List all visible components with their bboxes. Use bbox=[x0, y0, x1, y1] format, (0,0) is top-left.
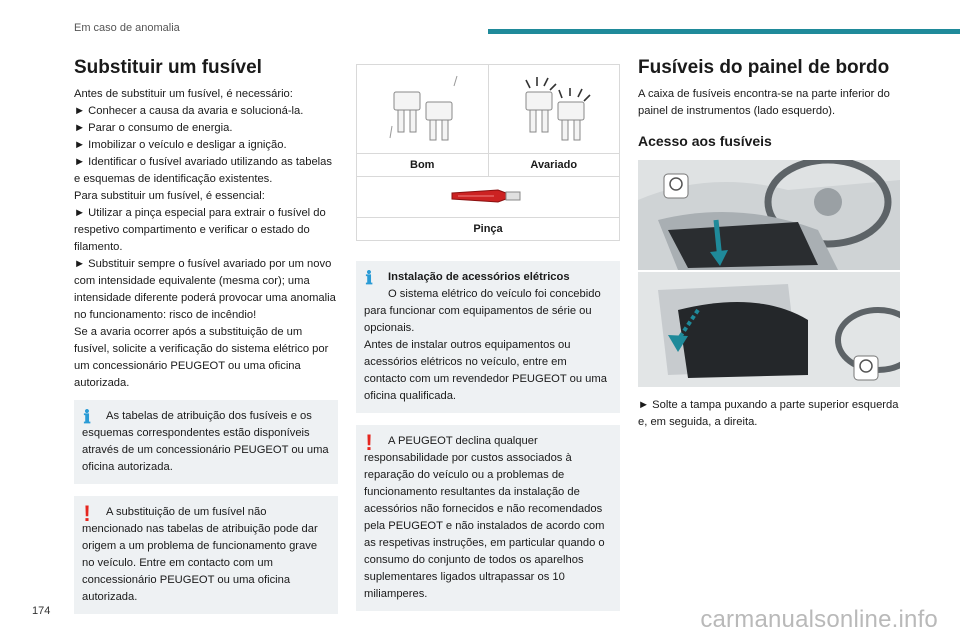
step-item: ► Imobilizar o veículo e desligar a ignição. bbox=[74, 139, 287, 151]
fuse-good-icon bbox=[372, 68, 472, 148]
closing-text: Se a avaria ocorrer após a substituição de um fusível, solicite a verificação do sistema elétrico por um concessionário PEUGEOT ou uma oficina autorizada. bbox=[74, 326, 329, 389]
step-item: ► Substituir sempre o fusível avariado por um novo com intensidade equivalente (mesma cor); uma intensidade diferente poderá provocar uma anomalia no funcionamento: risco de incêndio! bbox=[74, 258, 336, 321]
fuse-access-photo bbox=[638, 160, 900, 387]
accessories-info-text: O sistema elétrico do veículo foi concebido para funcionar com equipamentos de série ou opcionais. bbox=[364, 288, 601, 334]
faulty-label: Avariado bbox=[488, 154, 620, 177]
step-item: ► Utilizar a pinça especial para extrair o fusível do respetivo compartimento e verificar o estado do filamento. bbox=[74, 207, 326, 253]
warning-note bbox=[74, 496, 338, 614]
peugeot-warning-text: A PEUGEOT declina qualquer responsabilidade por custos associados à reparação do veículo ou a problemas de funcionamento resultantes da instalação de acessórios não fornecidos e não recomendados pela PEUGEOT e não instalados de acordo com as respetivas instruções, em particular quando o consumo do conjunto de todos os aparelhos suplementares ligados ultrapassar os 10 miliamperes. bbox=[364, 435, 605, 600]
accessories-info-note bbox=[356, 261, 620, 413]
heading-replace-fuse: Substituir um fusível bbox=[74, 57, 262, 78]
warning-icon: ! bbox=[365, 430, 373, 455]
column-dashboard-fuses bbox=[638, 56, 900, 431]
warning-icon: ! bbox=[83, 501, 91, 526]
step-item: ► Parar o consumo de energia. bbox=[74, 122, 233, 134]
watermark: carmanualsonline.info bbox=[700, 606, 938, 633]
step-release-cover: ► Solte a tampa puxando a parte superior esquerda e, em seguida, a direita. bbox=[638, 399, 899, 428]
dashboard-photo-illustration bbox=[638, 160, 900, 387]
column-fuse-table bbox=[356, 64, 620, 611]
fuse-faulty-icon bbox=[504, 68, 604, 148]
info-icon: ℹ bbox=[83, 407, 91, 427]
intro-text: Antes de substituir um fusível, é necessário: bbox=[74, 88, 293, 100]
step-item: ► Conhecer a causa da avaria e solucioná-la. bbox=[74, 105, 304, 117]
accessories-info-text-2: Antes de instalar outros equipamentos ou acessórios elétricos no veículo, entre em contacto com um revendedor PEUGEOT ou uma oficina qualificada. bbox=[364, 339, 607, 402]
pinca-icon bbox=[448, 181, 528, 211]
dashboard-intro: A caixa de fusíveis encontra-se na parte inferior do painel de instrumentos (lado esquerdo). bbox=[638, 88, 890, 117]
peugeot-warning-note bbox=[356, 425, 620, 611]
step-item: ► Identificar o fusível avariado utilizando as tabelas e esquemas de identificação existentes. bbox=[74, 156, 332, 185]
header-accent-bar bbox=[488, 29, 960, 34]
accessories-info-title: Instalação de acessórios elétricos bbox=[388, 271, 570, 283]
intro-text-2: Para substituir um fusível, é essencial: bbox=[74, 190, 265, 202]
good-fuse-illustration bbox=[357, 65, 489, 154]
info-icon: ℹ bbox=[365, 268, 373, 288]
section-header: Em caso de anomalia bbox=[74, 22, 180, 34]
info-note-text: As tabelas de atribuição dos fusíveis e os esquemas correspondentes estão disponíveis através de um concessionário PEUGEOT ou uma oficina autorizada. bbox=[82, 410, 329, 473]
column-replace-fuse bbox=[74, 56, 338, 614]
heading-access-fuses: Acesso aos fusíveis bbox=[638, 133, 772, 149]
good-label: Bom bbox=[357, 154, 489, 177]
pinca-illustration bbox=[357, 177, 620, 218]
warning-note-text: A substituição de um fusível não mencionado nas tabelas de atribuição pode dar origem a um problema de funcionamento grave no veículo. Entre em contacto com um concessionário PEUGEOT ou uma oficina autorizada. bbox=[82, 506, 318, 603]
pinca-label: Pinça bbox=[357, 218, 620, 241]
info-note bbox=[74, 400, 338, 484]
page-number: 174 bbox=[32, 605, 51, 617]
heading-dashboard-fuses: Fusíveis do painel de bordo bbox=[638, 57, 890, 78]
faulty-fuse-illustration bbox=[488, 65, 620, 154]
fuse-comparison-table bbox=[356, 64, 620, 241]
